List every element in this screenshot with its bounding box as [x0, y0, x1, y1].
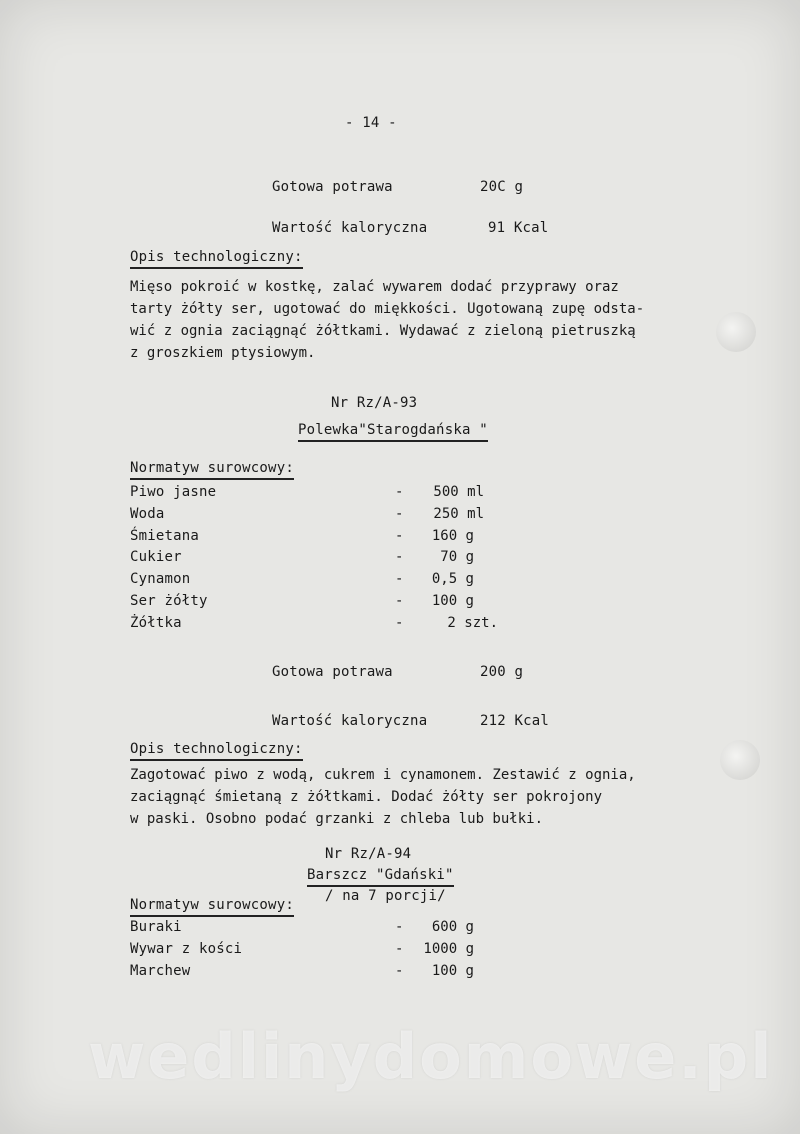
ingredient-amount: 100 g [431, 593, 474, 609]
page-number: - 14 - [345, 115, 397, 131]
description-line: Zagotować piwo z wodą, cukrem i cynamonem. Zestawić z ognia, [130, 767, 636, 783]
description-line: w paski. Osobno podać grzanki z chleba lub bułki. [130, 811, 544, 827]
ingredient-dash: - [395, 941, 404, 957]
recipe-number: Nr Rz/A-94 [325, 846, 412, 862]
ingredient-name: Cukier [130, 549, 182, 565]
recipe-title: Polewka"Starogdańska " [298, 421, 488, 442]
calorie-label: Wartość kaloryczna [272, 220, 428, 236]
ingredient-dash: - [395, 919, 404, 935]
calorie-label: Wartość kaloryczna [272, 713, 428, 729]
ingredient-name: Marchew [130, 963, 191, 979]
normatyw-heading: Normatyw surowcowy: [130, 896, 294, 917]
punch-hole [716, 312, 756, 352]
ingredient-amount: 250 ml [433, 506, 484, 522]
recipe-title: Barszcz "Gdański" [307, 866, 454, 887]
ingredient-amount: 600 g [431, 919, 474, 935]
ingredient-dash: - [395, 963, 404, 979]
description-line: zaciągnąć śmietaną z żółtkami. Dodać żółty ser pokrojony [130, 789, 603, 805]
ingredient-name: Śmietana [130, 528, 200, 544]
technology-heading: Opis technologiczny: [130, 248, 303, 269]
ready-dish-label: Gotowa potrawa [272, 664, 393, 680]
portions-note: / na 7 porcji/ [325, 888, 446, 904]
ingredient-amount: 1000 g [423, 941, 474, 957]
ingredient-amount: 500 ml [433, 484, 484, 500]
technology-description [130, 764, 675, 830]
ingredient-dash: - [395, 571, 404, 587]
ingredient-name: Wywar z kości [130, 941, 243, 957]
ingredient-name: Cynamon [130, 571, 191, 587]
ingredient-amount: 70 g [440, 549, 474, 565]
ingredient-name: Ser żółty [130, 593, 208, 609]
watermark: wedlinydomowe.pl [88, 1020, 774, 1093]
ready-dish-label: Gotowa potrawa [272, 179, 393, 195]
technology-heading: Opis technologiczny: [130, 740, 303, 761]
ingredient-dash: - [395, 528, 404, 544]
punch-hole [720, 740, 760, 780]
technology-description [130, 276, 675, 364]
ingredient-amount: 100 g [431, 963, 474, 979]
normatyw-heading: Normatyw surowcowy: [130, 459, 294, 480]
ingredient-dash: - [395, 484, 404, 500]
ingredient-amount: 2 szt. [447, 615, 498, 631]
ingredient-amount: 160 g [431, 528, 474, 544]
ingredient-dash: - [395, 506, 404, 522]
description-line: tarty żółty ser, ugotować do miękkości. Ugotowaną zupę odsta- [130, 301, 645, 317]
ingredient-name: Żółtka [130, 615, 182, 631]
ready-dish-value: 20C g [480, 179, 524, 195]
ingredient-dash: - [395, 593, 404, 609]
description-line: wić z ognia zaciągnąć żółtkami. Wydawać z zieloną pietruszką [130, 323, 636, 339]
ready-dish-value: 200 g [480, 664, 524, 680]
ingredient-name: Buraki [130, 919, 182, 935]
ingredient-name: Piwo jasne [130, 484, 217, 500]
description-line: Mięso pokroić w kostkę, zalać wywarem dodać przyprawy oraz [130, 279, 619, 295]
ingredient-name: Woda [130, 506, 165, 522]
ingredient-dash: - [395, 549, 404, 565]
description-line: z groszkiem ptysiowym. [130, 345, 316, 361]
recipe-number: Nr Rz/A-93 [331, 395, 418, 411]
ingredient-dash: - [395, 615, 404, 631]
calorie-value: 212 Kcal [480, 713, 550, 729]
ingredient-amount: 0,5 g [431, 571, 474, 587]
calorie-value: 91 Kcal [488, 220, 549, 236]
